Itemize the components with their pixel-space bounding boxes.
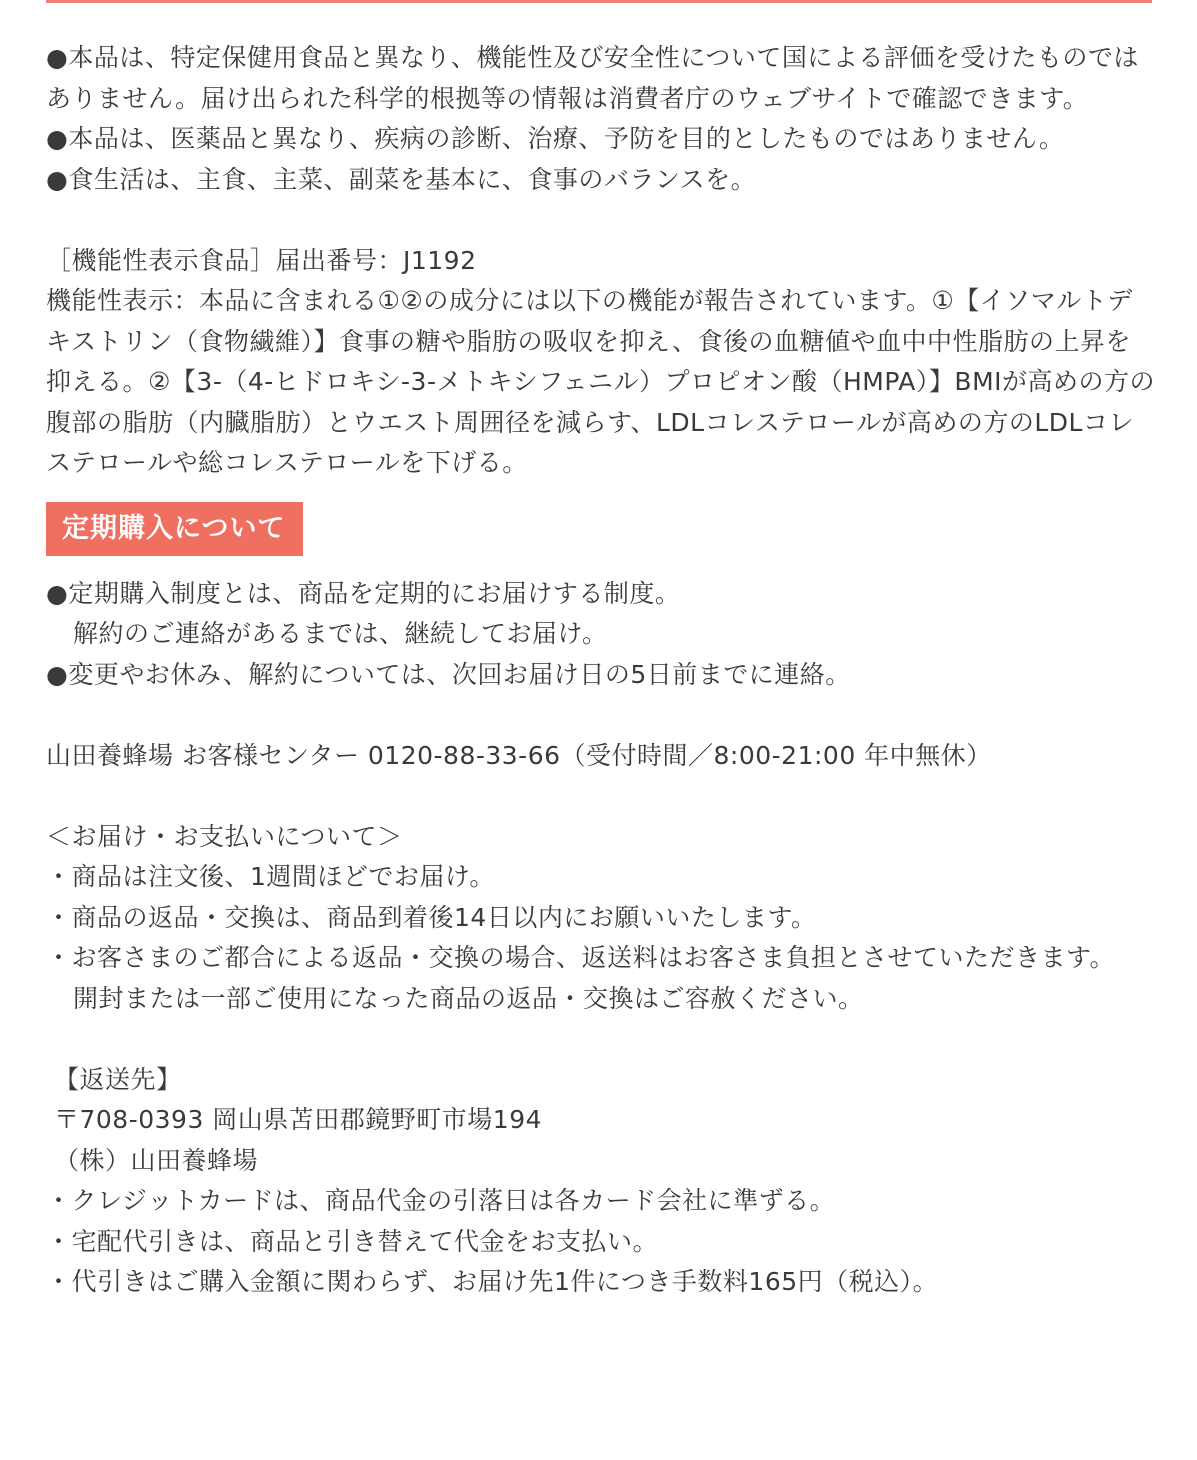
spacer <box>46 695 1156 736</box>
notice-line-3: ●食生活は、主食、主菜、副菜を基本に、食事のバランスを。 <box>46 164 757 194</box>
return-address-postal: 〒708-0393 岡山県苫田郡鏡野町市場194 <box>54 1105 543 1134</box>
return-address-title: 【返送先】 <box>54 1064 182 1094</box>
delivery-item: ・お客さまのご都合による返品・交換の場合、返送料はお客さま負担とさせていただきます。 <box>46 943 1116 972</box>
delivery-item: ・商品の返品・交換は、商品到着後14日以内にお願いいたします。 <box>46 902 817 932</box>
spacer <box>46 776 1156 817</box>
payment-item: ・宅配代引きは、商品と引き替えて代金をお支払い。 <box>46 1226 659 1256</box>
subscription-heading: 定期購入について <box>46 502 303 556</box>
delivery-item-continuation: 開封または一部ご使用になった商品の返品・交換はご容赦ください。 <box>73 983 864 1013</box>
subscription-line-1: ●定期購入制度とは、商品を定期的にお届けする制度。 <box>46 578 681 608</box>
top-divider <box>46 0 1152 3</box>
notification-number: ［機能性表示食品］届出番号：J1192 <box>46 245 477 275</box>
return-address-company: （株）山田養蜂場 <box>54 1145 259 1175</box>
product-notes <box>46 38 1156 1303</box>
notice-paragraph-1: ●本品は、特定保健用食品と異なり、機能性及び安全性について国による評価を受けたものではありません。届け出られた科学的根拠等の情報は消費者庁のウェブサイトで確認できます。 <box>46 43 1139 113</box>
subscription-heading-row <box>46 484 1156 574</box>
spacer <box>46 200 1156 241</box>
subscription-line-2: 解約のご連絡があるまでは、継続してお届け。 <box>73 619 608 648</box>
spacer <box>46 1019 1156 1060</box>
delivery-item: ・商品は注文後、1週間ほどでお届け。 <box>46 862 495 891</box>
payment-item: ・代引きはご購入金額に関わらず、お届け先1件につき手数料165円（税込）。 <box>46 1267 939 1296</box>
subscription-line-3: ●変更やお休み、解約については、次回お届け日の5日前までに連絡。 <box>46 659 851 689</box>
notice-line-2: ●本品は、医薬品と異なり、疾病の診断、治療、予防を目的としたものではありません。 <box>46 124 1065 153</box>
customer-center-contact: 山田養蜂場 お客様センター 0120-88-33-66（受付時間／8:00-21:00 年中無休） <box>46 740 992 770</box>
functional-description: 機能性表示：本品に含まれる①②の成分には以下の機能が報告されています。①【イソマルトデキストリン（食物繊維）】食事の糖や脂肪の吸収を抑え、食後の血糖値や血中中性脂肪の上昇を抑える。②【3-（4-ヒドロキシ-3-メトキシフェニル）プロピオン酸（HMPA）】BMIが高めの方の腹部の脂肪（内臓脂肪）とウエスト周囲径を減らす、LDLコレステロールが高めの方のLDLコレステロールや総コレステロールを下げる。 <box>46 286 1156 477</box>
delivery-title: ＜お届け・お支払いについて＞ <box>46 821 403 851</box>
payment-item: ・クレジットカードは、商品代金の引落日は各カード会社に準ずる。 <box>46 1186 836 1215</box>
